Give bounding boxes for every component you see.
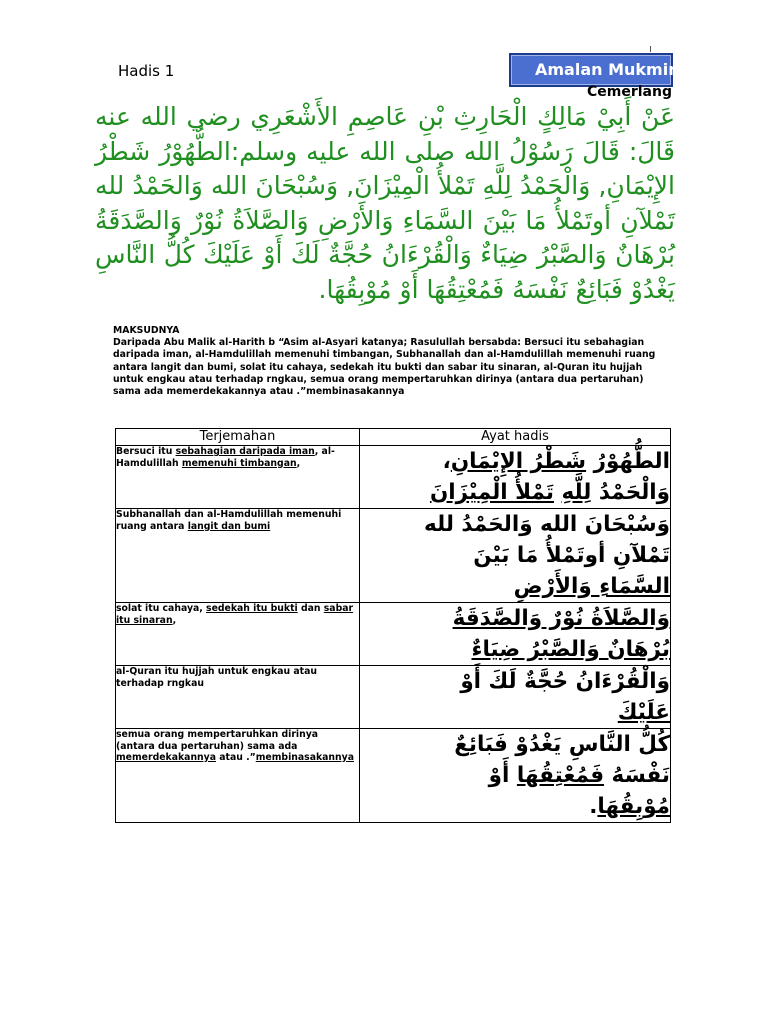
translation-phrase: al-Quran itu hujjah untuk engkau atau terhadap rngkau [116, 666, 317, 689]
verse-line [360, 540, 670, 571]
verse-line [360, 603, 670, 634]
translation-cell [116, 666, 360, 729]
underlined-verse-phrase: بُرْهَانٌ وَالصَّبْرُ ضِيَاءٌ [471, 637, 670, 662]
banner-title-line1: Amalan Mukmin [535, 60, 680, 79]
table-row [116, 509, 671, 603]
verse-line [360, 791, 670, 822]
column-header-verse: Ayat hadis [360, 429, 671, 446]
underlined-verse-phrase: وَالصَّلاَةُ نُوْرٌ وَالصَّدَقَةُ [452, 606, 670, 631]
verse-cell [360, 729, 671, 823]
translation-phrase: solat itu cahaya, [116, 603, 207, 614]
underlined-verse-phrase: لِلَّهِ [561, 480, 592, 505]
verse-cell [360, 666, 671, 729]
table-row [116, 729, 671, 823]
table-row [116, 446, 671, 509]
underlined-phrase: sebahagian daripada iman [175, 446, 315, 457]
underlined-verse-phrase: فَمُعْتِقُهَا [516, 763, 605, 788]
hadis-number: Hadis 1 [118, 62, 175, 80]
underlined-phrase: sabar itu sinaran [116, 603, 354, 626]
underlined-verse-phrase: مُوْبِقُهَا [597, 794, 670, 819]
verse-line [360, 760, 670, 791]
translation-cell [116, 729, 360, 823]
underlined-verse-phrase: السَّمَاءِ وَالأَرْضِ [513, 574, 670, 599]
verse-phrase: وَالْقُرْءَانُ حُجَّةٌ لَكَ أَوْ [460, 669, 670, 694]
translation-phrase: , [314, 446, 322, 457]
translation-phrase: Bersuci itu [116, 446, 176, 457]
column-header-translation: Terjemahan [116, 429, 360, 446]
hadith-breakdown-table [115, 428, 671, 823]
translation-phrase: Subhanallah dan al-Hamdulillah memenuhi ruang antara [116, 509, 342, 532]
translation-block [113, 325, 658, 398]
verse-phrase: تَمْلآنِ أوتَمْلأُ مَا بَيْنَ [473, 543, 670, 568]
underlined-verse-phrase: تَمْلأُ الْمِيْزَانَ [429, 480, 554, 505]
verse-phrase: ، [442, 449, 451, 474]
verse-line [360, 697, 670, 728]
translation-phrase: , [172, 614, 177, 626]
verse-phrase: الطُّهُوْرُ [586, 449, 670, 474]
translation-cell [116, 509, 360, 603]
underlined-phrase: membinasakannya [255, 752, 354, 763]
verse-phrase: وَسُبْحَانَ الله وَالحَمْدُ لله [424, 512, 670, 537]
divider-tick [650, 46, 651, 52]
verse-line [360, 571, 670, 602]
table-row [116, 603, 671, 666]
translation-phrase: atau .” [216, 752, 256, 763]
verse-phrase: نَفْسَهُ [604, 763, 670, 788]
underlined-phrase: langit dan bumi [187, 520, 271, 532]
verse-line [360, 446, 670, 477]
translation-phrase: al-Hamdulillah [116, 446, 335, 469]
underlined-phrase: memenuhi timbangan [181, 457, 297, 469]
verse-phrase: أَوْ [488, 763, 517, 788]
verse-phrase: وَالْحَمْدُ [591, 480, 670, 505]
table-row [116, 666, 671, 729]
translation-cell [116, 603, 360, 666]
translation-phrase: dan [297, 603, 324, 614]
underlined-phrase: memerdekakannya [116, 752, 217, 763]
underlined-verse-phrase: عَلَيْكَ [617, 700, 670, 725]
verse-phrase: كُلُّ النَّاسِ يَغْدُوْ فَبَائِعٌ [454, 732, 670, 757]
verse-line [360, 634, 670, 665]
verse-line [360, 729, 670, 760]
translation-heading: MAKSUDNYA [113, 325, 180, 336]
verse-cell [360, 603, 671, 666]
verse-cell [360, 509, 671, 603]
verse-line [360, 509, 670, 540]
verse-line [360, 666, 670, 697]
title-banner [509, 53, 680, 100]
translation-text: Daripada Abu Malik al-Harith b “Asim al-Asyari katanya; Rasulullah bersabda: Bersuci itu sebahagian daripada iman, al-Hamdulillah memenuhi timbangan, Subhanallah dan al-Hamdulillah memenuhi ruang antara langit dan bumi, solat itu cahaya, sedekah itu bukti dan sabar itu sinaran, al-Quran itu hujjah untuk engkau atau terhadap rngkau, semua orang mempertaruhkan dirinya (antara dua pertaruhan) sama ada memerdekakannya atau .”membinasakannya [113, 337, 656, 398]
translation-phrase: , [296, 457, 301, 469]
translation-cell [116, 446, 360, 509]
banner-title-line2: Cemerlang [587, 84, 672, 100]
underlined-phrase: sedekah itu bukti [206, 603, 298, 614]
translation-phrase: semua orang mempertaruhkan dirinya (antara dua pertaruhan) sama ada [116, 729, 319, 752]
verse-phrase: . [589, 794, 598, 819]
hadith-arabic-text: عَنْ أَبِيْ مَالِكٍ الْحَارِثِ بْنِ عَاصِمِ الأَشْعَرِي رضي الله عنه قَالَ: قَالَ رَسُوْلُ الله صلى الله عليه وسلم:الطُّهُوْرُ شَطْرُ الإِيْمَانِ, وَالْحَمْدُ لِلَّهِ تَمْلأُ الْمِيْزَانَ, وَسُبْحَانَ الله وَالحَمْدُ لله تَمْلآنِ أوتَمْلأُ مَا بَيْنَ السَّمَاءِ وَالأَرْضِ وَالصَّلاَةُ نُوْرٌ وَالصَّدَقَةُ بُرْهَانٌ وَالصَّبْرُ ضِيَاءٌ وَالْقُرْءَانُ حُجَّةٌ لَكَ أَوْ عَلَيْكَ كُلُّ النَّاسِ يَغْدُوْ فَبَائِعٌ نَفْسَهُ فَمُعْتِقُهَا أَوْ مُوْبِقُهَا. [95, 102, 675, 304]
verse-cell [360, 446, 671, 509]
verse-line [360, 477, 670, 508]
underlined-verse-phrase: شَطْرُ الإِيْمَانِ [450, 449, 587, 474]
